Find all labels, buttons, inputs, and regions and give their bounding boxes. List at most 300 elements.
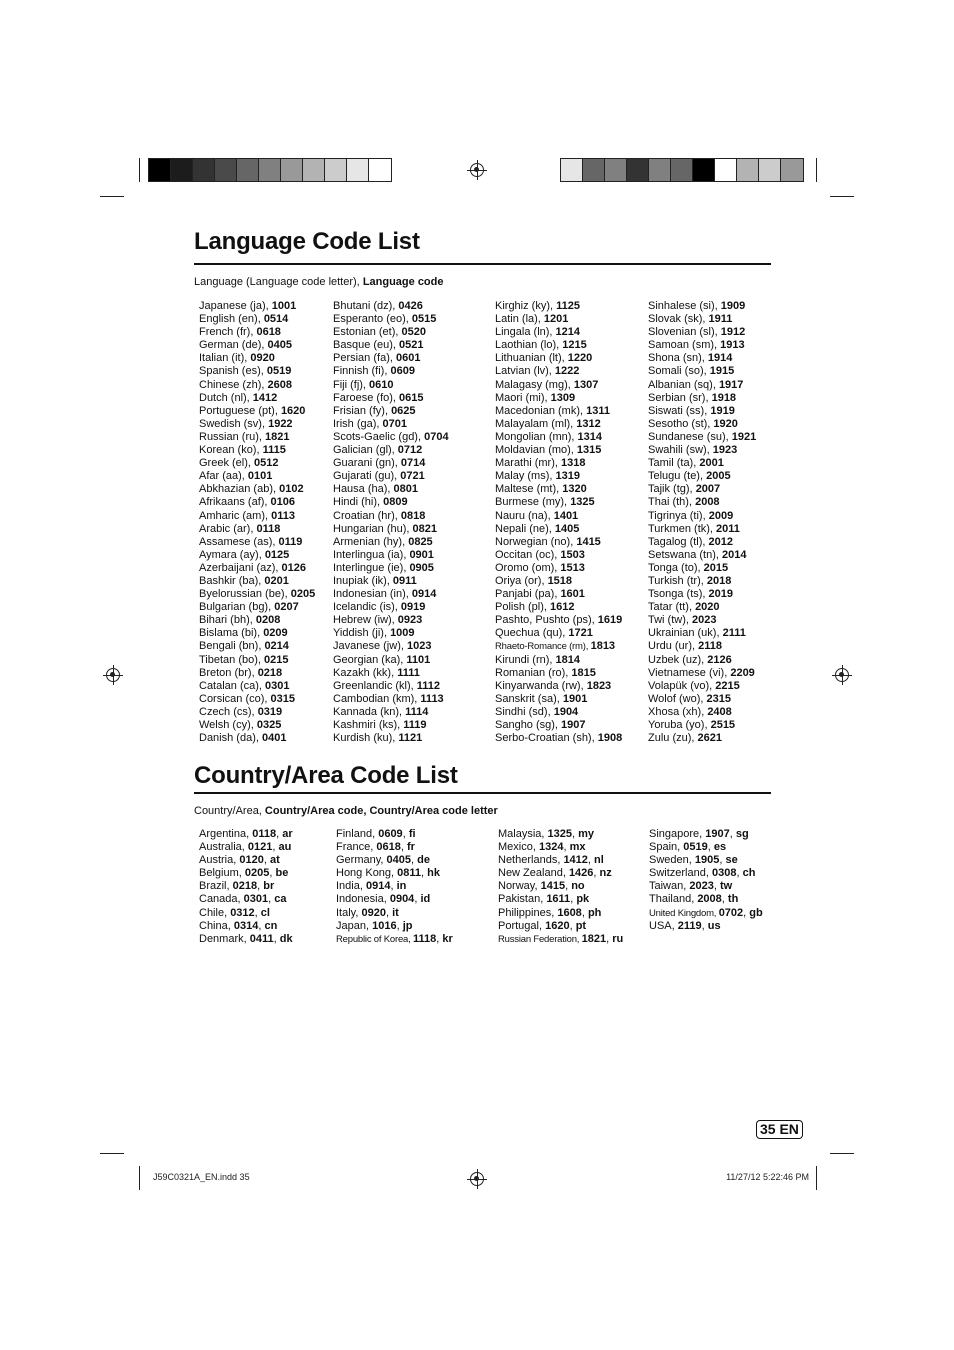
language-name: Aymara (ay),	[199, 548, 265, 561]
language-entry	[199, 313, 315, 326]
language-name: Breton (br),	[199, 666, 258, 679]
language-code: 0520	[401, 326, 426, 339]
language-entry	[333, 614, 449, 627]
country-name: USA,	[649, 919, 678, 932]
separator: ,	[272, 841, 279, 854]
language-code: 2315	[706, 692, 731, 705]
country-code: 0205	[244, 867, 270, 880]
separator: ,	[263, 854, 270, 867]
language-name: Spanish (es),	[199, 365, 267, 378]
separator: ,	[258, 919, 265, 932]
country-entry	[336, 854, 453, 867]
country-code: 0312	[230, 906, 255, 919]
language-entry	[199, 680, 315, 693]
language-name: Afar (aa),	[199, 470, 248, 483]
language-entry	[199, 575, 315, 588]
language-name: Tatar (tt),	[648, 601, 696, 614]
language-entry	[648, 405, 756, 418]
country-name: Germany,	[336, 854, 387, 867]
language-name: Japanese (ja),	[199, 300, 272, 312]
country-letter: nz	[599, 867, 612, 880]
language-code: 1815	[571, 666, 596, 679]
language-entry	[495, 379, 622, 392]
language-name: Sanskrit (sa),	[495, 692, 563, 705]
language-name: Sangho (sg),	[495, 719, 562, 731]
country-entry	[498, 867, 623, 880]
country-letter: sg	[735, 828, 749, 840]
language-code: 0514	[263, 313, 289, 326]
country-name: Canada,	[199, 893, 244, 906]
separator: ,	[396, 919, 403, 932]
country-entry	[498, 841, 623, 854]
country-entry	[199, 907, 293, 920]
language-entry	[199, 405, 315, 418]
crop-mark	[816, 1166, 817, 1190]
language-name: Serbian (sr),	[648, 391, 712, 404]
language-name: Korean (ko),	[199, 444, 263, 457]
language-name: Guarani (gn),	[333, 457, 401, 470]
language-entry	[199, 614, 315, 627]
language-code: 0101	[247, 470, 273, 483]
language-entry	[648, 326, 756, 339]
language-name: Latvian (lv),	[495, 365, 555, 378]
language-entry	[199, 365, 315, 378]
country-letter: fi	[408, 828, 416, 840]
language-name: Wolof (wo),	[648, 692, 707, 705]
language-entry	[495, 313, 622, 326]
country-entry	[336, 920, 453, 933]
language-name: Arabic (ar),	[199, 522, 257, 535]
language-entry	[495, 405, 622, 418]
language-code: 0610	[369, 378, 394, 391]
language-entry	[648, 536, 756, 549]
language-name: Danish (da),	[199, 732, 262, 745]
language-entry	[199, 523, 315, 536]
language-code: 0126	[281, 561, 307, 574]
language-code: 2209	[730, 666, 755, 679]
language-name: Nepali (ne),	[495, 522, 555, 535]
language-name: Assamese (as),	[199, 535, 279, 548]
country-code: 1821	[581, 932, 607, 945]
country-name: Belgium,	[199, 867, 245, 880]
country-letter: pk	[576, 893, 590, 906]
subtitle-text: Language (Language code letter),	[194, 276, 363, 288]
country-code: 2119	[677, 919, 702, 932]
language-entry	[648, 706, 756, 719]
language-code: 0205	[290, 588, 316, 601]
language-entry	[333, 457, 449, 470]
language-name: Urdu (ur),	[648, 640, 699, 653]
language-code: 1913	[720, 339, 745, 352]
language-code: 1904	[553, 705, 579, 718]
language-entry	[333, 326, 449, 339]
language-code: 2007	[695, 483, 721, 496]
language-name: Thai (th),	[648, 496, 696, 509]
language-name: English (en),	[199, 313, 264, 326]
country-letter: pt	[575, 919, 587, 932]
language-name: Turkmen (tk),	[648, 522, 717, 535]
language-name: Tsonga (ts),	[648, 588, 709, 601]
separator: ,	[736, 867, 743, 880]
country-entry	[336, 828, 453, 841]
color-swatch	[347, 159, 369, 181]
registration-mark-icon	[835, 668, 849, 682]
language-name: Zulu (zu),	[648, 732, 698, 745]
country-name: Netherlands,	[498, 854, 564, 867]
language-name: Javanese (jw),	[333, 640, 407, 653]
language-code: 0919	[400, 601, 426, 614]
language-entry	[495, 536, 622, 549]
language-code: 0201	[264, 574, 289, 587]
language-code: 2020	[695, 601, 720, 614]
language-name: Oromo (om),	[495, 561, 561, 574]
language-code: 2408	[707, 705, 732, 718]
language-code: 1009	[390, 627, 415, 640]
language-code: 1001	[271, 300, 297, 312]
language-code: 1312	[576, 417, 601, 430]
language-name: Panjabi (pa),	[495, 588, 561, 601]
separator: ,	[276, 828, 283, 840]
language-code: 0512	[254, 457, 279, 470]
language-column-4	[648, 300, 756, 745]
language-entry	[648, 483, 756, 496]
language-entry	[495, 365, 622, 378]
language-entry	[495, 470, 622, 483]
language-name: Yoruba (yo),	[648, 719, 711, 731]
language-entry	[199, 418, 315, 431]
language-code: 0821	[412, 522, 437, 535]
country-code: 0308	[711, 867, 737, 880]
footer-filename: J59C0321A_EN.indd 35	[153, 1172, 250, 1182]
separator: ,	[713, 880, 720, 893]
language-name: Corsican (co),	[199, 692, 271, 705]
language-name: Somali (so),	[648, 365, 710, 378]
language-entry	[199, 640, 315, 653]
language-code: 0208	[255, 614, 281, 627]
crop-mark	[139, 158, 140, 182]
language-code: 0721	[400, 470, 425, 483]
country-code: 1016	[372, 919, 397, 932]
language-name: Cambodian (km),	[333, 692, 421, 705]
separator: ,	[273, 932, 280, 945]
language-entry	[648, 379, 756, 392]
separator: ,	[400, 841, 407, 854]
language-entry	[333, 496, 449, 509]
country-column-4	[649, 828, 763, 933]
language-code: 0818	[400, 509, 426, 522]
country-code: 0702	[718, 906, 744, 919]
country-letter: us	[707, 919, 721, 932]
language-code: 2515	[710, 719, 736, 731]
country-letter: my	[578, 828, 595, 840]
language-entry	[199, 667, 315, 680]
language-code: 1101	[406, 653, 431, 666]
country-letter: ca	[274, 893, 287, 906]
language-name: Swedish (sv),	[199, 417, 269, 430]
language-entry	[495, 601, 622, 614]
color-swatch	[325, 159, 347, 181]
country-name: Portugal,	[498, 919, 546, 932]
country-entry	[336, 893, 453, 906]
language-entry	[495, 352, 622, 365]
country-code: 0914	[365, 880, 391, 893]
language-entry	[333, 562, 449, 575]
language-column-3	[495, 300, 622, 745]
color-swatch	[259, 159, 281, 181]
country-name: Russian Federation,	[498, 933, 582, 945]
language-name: Byelorussian (be),	[199, 588, 291, 601]
language-code: 2009	[708, 509, 734, 522]
country-name: Italy,	[336, 906, 362, 919]
language-name: Inupiak (ik),	[333, 574, 393, 587]
language-name: Burmese (my),	[495, 496, 571, 509]
language-entry	[199, 392, 315, 405]
country-code: 0120	[239, 854, 264, 867]
language-entry	[199, 457, 315, 470]
language-code: 0609	[390, 365, 415, 378]
language-entry	[199, 693, 315, 706]
separator: ,	[572, 828, 579, 840]
language-name: Lingala (ln),	[495, 326, 556, 339]
country-letter: gb	[749, 906, 763, 919]
country-entry	[498, 933, 623, 946]
language-name: Shona (sn),	[648, 352, 708, 365]
registration-mark-icon	[470, 1172, 484, 1186]
language-name: Siswati (ss),	[648, 404, 711, 417]
language-entry	[495, 719, 622, 732]
language-entry	[333, 667, 449, 680]
language-name: Albanian (sq),	[648, 378, 719, 391]
crop-mark	[816, 158, 817, 182]
language-code: 1115	[262, 444, 286, 457]
language-entry	[648, 470, 756, 483]
country-name: Chile,	[199, 906, 231, 919]
country-name: Singapore,	[649, 828, 706, 840]
country-code: 1608	[557, 906, 582, 919]
language-entry	[333, 365, 449, 378]
language-entry	[648, 667, 756, 680]
country-letter: be	[275, 867, 289, 880]
country-entry	[498, 828, 623, 841]
country-code: 1620	[545, 919, 570, 932]
language-code: 2126	[707, 653, 732, 666]
language-name: Norwegian (no),	[495, 535, 577, 548]
country-entry	[498, 854, 623, 867]
language-code: 0911	[392, 574, 417, 587]
language-name: Kannada (kn),	[333, 705, 406, 718]
language-entry	[199, 732, 315, 745]
country-code: 1905	[694, 854, 720, 867]
language-name: Kurdish (ku),	[333, 732, 399, 745]
separator: ,	[414, 893, 421, 906]
language-code: 2005	[706, 470, 731, 483]
country-letter: se	[725, 854, 738, 867]
language-code: 0905	[409, 561, 434, 574]
color-swatch	[583, 159, 605, 181]
language-code: 0615	[399, 391, 424, 404]
country-code: 2023	[689, 880, 714, 893]
language-entry	[648, 575, 756, 588]
language-name: Irish (ga),	[333, 417, 383, 430]
crop-mark	[830, 1153, 854, 1154]
language-entry	[495, 510, 622, 523]
language-entry	[333, 379, 449, 392]
language-entry	[495, 431, 622, 444]
country-name: Austria,	[199, 854, 240, 867]
language-code: 2118	[698, 640, 722, 653]
language-code: 1222	[554, 365, 580, 378]
language-code: 0601	[395, 352, 421, 365]
language-entry	[199, 470, 315, 483]
country-name: Australia,	[199, 841, 248, 854]
language-entry	[648, 365, 756, 378]
language-name: Uzbek (uz),	[648, 653, 708, 666]
language-code: 0319	[257, 705, 283, 718]
country-letter: it	[392, 906, 399, 919]
country-letter: dk	[279, 932, 293, 945]
language-name: Twi (tw),	[648, 614, 692, 627]
country-letter: es	[713, 841, 727, 854]
language-code: 1307	[573, 378, 599, 391]
language-code: 1220	[567, 352, 593, 365]
language-entry	[333, 588, 449, 601]
language-name: Quechua (qu),	[495, 627, 569, 640]
language-name: Kirghiz (ky),	[495, 300, 557, 312]
language-entry	[648, 680, 756, 693]
language-name: Amharic (am),	[199, 509, 272, 522]
language-name: Malay (ms),	[495, 470, 556, 483]
country-name: Hong Kong,	[336, 867, 398, 880]
language-entry	[648, 313, 756, 326]
country-code: 0904	[389, 893, 415, 906]
color-swatch	[215, 159, 237, 181]
language-entry	[333, 418, 449, 431]
language-name: Turkish (tr),	[648, 574, 707, 587]
country-entry	[336, 880, 453, 893]
separator: ,	[269, 867, 276, 880]
language-name: Mongolian (mn),	[495, 430, 578, 443]
language-name: Hausa (ha),	[333, 483, 394, 496]
country-name: Japan,	[336, 919, 373, 932]
country-code: 0218	[232, 880, 258, 893]
language-code: 0701	[382, 417, 407, 430]
language-name: Pashto, Pushto (ps),	[495, 614, 598, 627]
language-name: Samoan (sm),	[648, 339, 721, 352]
language-code: 0119	[278, 535, 303, 548]
language-code: 1917	[718, 378, 744, 391]
separator: ,	[565, 880, 572, 893]
language-code: 0218	[257, 666, 283, 679]
language-code: 1823	[586, 679, 612, 692]
crop-mark	[100, 196, 124, 197]
separator: ,	[721, 893, 728, 906]
country-name: Thailand,	[649, 893, 698, 906]
language-entry	[199, 483, 315, 496]
country-name: Switzerland,	[649, 867, 712, 880]
language-name: Kinyarwanda (rw),	[495, 679, 587, 692]
language-entry	[648, 693, 756, 706]
country-name: Pakistan,	[498, 893, 547, 906]
country-entry	[649, 893, 763, 906]
color-swatch	[369, 159, 391, 181]
language-entry	[199, 549, 315, 562]
separator: ,	[701, 919, 708, 932]
country-letter: de	[417, 854, 430, 867]
language-code: 2015	[703, 561, 729, 574]
language-code: 1023	[406, 640, 432, 653]
country-code: 1412	[563, 854, 588, 867]
language-name: Lithuanian (lt),	[495, 352, 568, 365]
language-name: Volapük (vo),	[648, 679, 716, 692]
language-code: 0405	[267, 339, 292, 352]
language-column-2	[333, 300, 449, 745]
language-code: 0923	[397, 614, 423, 627]
color-swatch	[693, 159, 715, 181]
language-name: Icelandic (is),	[333, 601, 401, 614]
language-code: 1318	[561, 457, 586, 470]
language-entry	[495, 640, 622, 653]
country-name: Taiwan,	[649, 880, 690, 893]
color-swatch	[193, 159, 215, 181]
country-code: 1426	[568, 867, 594, 880]
country-entry	[649, 854, 763, 867]
language-entry	[495, 680, 622, 693]
language-entry	[199, 431, 315, 444]
language-name: Hindi (hi),	[333, 496, 384, 509]
language-entry	[495, 300, 622, 313]
language-entry	[495, 418, 622, 431]
language-entry	[333, 536, 449, 549]
registration-mark-icon	[470, 163, 484, 177]
country-letter: br	[263, 880, 275, 893]
language-code: 1914	[707, 352, 733, 365]
language-name: Tajik (tg),	[648, 483, 696, 496]
color-swatch	[561, 159, 583, 181]
country-code: 0314	[233, 919, 259, 932]
separator: ,	[581, 906, 588, 919]
language-entry	[333, 640, 449, 653]
language-name: Tamil (ta),	[648, 457, 700, 470]
language-name: Swahili (sw),	[648, 444, 713, 457]
language-code: 1119	[403, 719, 427, 731]
language-entry	[333, 693, 449, 706]
language-entry	[648, 392, 756, 405]
language-name: Tibetan (bo),	[199, 653, 265, 666]
country-letter: ar	[282, 828, 293, 840]
language-name: Georgian (ka),	[333, 653, 407, 666]
country-letter: nl	[594, 854, 604, 867]
language-code: 0301	[265, 679, 290, 692]
country-code: 0301	[243, 893, 269, 906]
country-code: 0811	[397, 867, 422, 880]
language-entry	[648, 601, 756, 614]
language-code: 1401	[553, 509, 579, 522]
language-code: 1923	[712, 444, 738, 457]
separator: ,	[421, 867, 428, 880]
language-name: Malagasy (mg),	[495, 378, 574, 391]
language-entry	[333, 680, 449, 693]
separator: ,	[385, 906, 393, 919]
language-entry	[648, 523, 756, 536]
language-entry	[648, 562, 756, 575]
country-entry	[649, 841, 763, 854]
language-entry	[648, 588, 756, 601]
language-code: 1325	[570, 496, 595, 509]
separator: ,	[570, 893, 577, 906]
language-code: 1121	[398, 732, 423, 745]
language-code: 0125	[264, 548, 290, 561]
language-code: 1612	[550, 601, 575, 614]
